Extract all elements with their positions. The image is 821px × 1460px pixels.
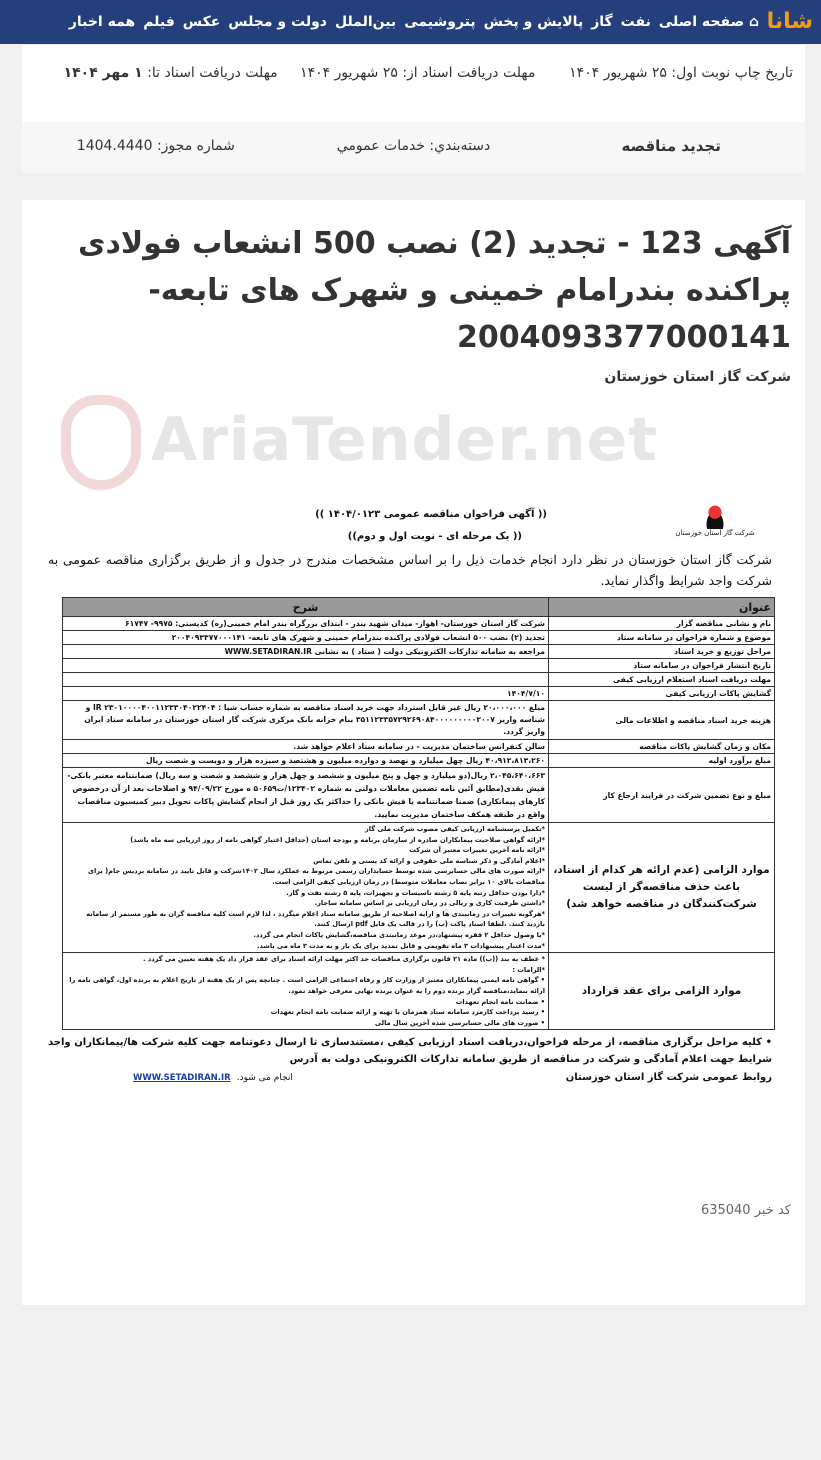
company-name: شرکت گاز استان خوزستان — [604, 369, 791, 385]
notice-intro: شرکت گاز استان خوزستان در نظر دارد انجام خدمات ذیل را بر اساس مشخصات مندرج در جدول و از طریق برگزاری مناقصه عمومی به شرکت واجد شرایط واگذار نماید. — [48, 552, 772, 588]
notice-signature: روابط عمومی شرکت گاز استان خوزستان — [565, 1072, 772, 1084]
table-row — [63, 617, 775, 631]
row-key: تاریخ انتشار فراخوان در سامانه ستاد — [549, 659, 775, 673]
row-value: سالن کنفرانس ساختمان مدیریت - در سامانه ستاد اعلام خواهد شد. — [63, 740, 549, 754]
table-row — [63, 754, 775, 768]
col-desc: شرح — [63, 598, 549, 617]
table-row — [63, 673, 775, 687]
row-key: موضوع و شماره فراخوان در سامانه ستاد — [549, 631, 775, 645]
row-value: ۱۴۰۴/۷/۱۰ — [63, 687, 549, 701]
row-value: شرکت گاز استان خوزستان- اهواز- میدان شهید بندر - ابتدای بزرگراه بندر امام خمینی(ره) کدپستی: ۹۹۷۵- ۶۱۷۴۷ — [63, 617, 549, 631]
nav-item[interactable]: عکس — [182, 14, 221, 30]
print-date: تاریخ چاپ نوبت اول: ۲۵ شهریور ۱۴۰۴ — [569, 65, 793, 81]
table-row — [63, 740, 775, 754]
table-row — [63, 631, 775, 645]
row-value — [63, 673, 549, 687]
main-menu — [69, 0, 759, 44]
nav-home-label: صفحه اصلی — [658, 14, 745, 30]
row-key: مبلغ برآورد اولیه — [549, 754, 775, 768]
tender-type: تجدید مناقصه — [621, 137, 721, 155]
gas-flame-icon — [702, 505, 728, 529]
watermark: AriaTender.net — [151, 405, 659, 475]
notice-note: • کلیه مراحل برگزاری مناقصه، از مرحله فراخوان،دریافت اسناد ارزیابی کیفی ،مستندسازی تا ارسال دعوتنامه جهت کلیه شرکت ها/پیمانکاران واجد شرایط جهت اعلام آمادگی و شرکت در مناقصه از طریق سامانه تدارکات الکترونیکی دولت به آدرس — [48, 1037, 772, 1066]
nav-item[interactable]: همه اخبار — [68, 14, 136, 30]
nav-item[interactable]: پالایش و پخش — [483, 14, 584, 30]
row-value: ۲،۰۴۵،۶۴۰،۶۶۳ ریال(دو میلیارد و چهل و پنج میلیون و ششصد و چهل هزار و ششصد و شصت و سه ریال) ضمانتنامه معتبر بانکی- فیش نقدی(مطابق آئین نامه تضمین معاملات دولتی به شماره ۱۲۳۴۰۲/ت۵۰۶۵۹ ه مورخ ۹۴/۰۹/۲۲ و اصلاحات بعد از آن درخصوص کارهای پیمانکاری) ضمنا ضمانتنامه یا فیش بانکی را حداکثر یک روز قبل از انجام گشایش پاکات تحویل دبیر کمیسیون مناقصات واقع در طبقه همکف ساختمان مدیریت نمایید. — [63, 768, 549, 823]
doc-to-label: مهلت دریافت اسناد تا: — [147, 65, 278, 81]
notice-heading: (( آگهی فراخوان مناقصه عمومی ۱۴۰۴/۰۱۲۳ )) — [315, 509, 547, 520]
row-value: مراجعه به سامانه تدارکات الکترونیکی دولت ( ستاد ) به نشانی WWW.SETADIRAN.IR — [63, 645, 549, 659]
doc-to-value: ۱ مهر ۱۴۰۴ — [63, 65, 143, 81]
row-key: مبلغ و نوع تضمین شرکت در فرایند ارجاع کار — [549, 768, 775, 823]
table-row — [63, 659, 775, 673]
page-title: آگهی 123 - تجدید (2) نصب 500 انشعاب فولادی پراکنده بندرامام خمینی و شهرک های تابعه- 2004093377000141 — [78, 226, 791, 355]
row-key: هزینه خرید اسناد مناقصه و اطلاعات مالی — [549, 701, 775, 740]
watermark-area — [31, 395, 791, 495]
row-key: موارد الزامی برای عقد قرارداد — [549, 953, 775, 1030]
table-row — [63, 953, 775, 1030]
tender-notice-image — [43, 505, 777, 1083]
notice-subheading: (( یک مرحله ای - نوبت اول و دوم)) — [347, 531, 522, 542]
license-number: شماره مجوز: 1404.4440 — [76, 138, 235, 154]
doc-to — [34, 61, 278, 106]
nav-item[interactable]: دولت و مجلس — [228, 14, 327, 30]
nav-item[interactable]: بین‌الملل — [334, 14, 397, 30]
tender-detail-card — [22, 200, 805, 1305]
doc-from: مهلت دریافت اسناد از: ۲۵ شهریور ۱۴۰۴ — [300, 65, 536, 81]
top-nav — [0, 0, 821, 44]
category: دسته‌بندي: خدمات عمومي — [336, 138, 491, 154]
logo-caption: شرکت گاز استان خوزستان — [675, 529, 755, 537]
nav-item[interactable]: گاز — [591, 14, 613, 30]
nigc-logo — [665, 505, 765, 537]
tender-info-card — [22, 45, 805, 173]
row-value: مبلغ ۲۰،۰۰۰،۰۰۰ ریال غیر قابل استرداد جهت خرید اسناد مناقصه به شماره حساب شبا : IR ۲۳۰۱۰۰۰۰۴۰۰۱۱۲۳۳۰۴۰۲۲۴۰۴ و شناسه واریز ۳۵۱۱۲۳۳۵۷۲۹۲۶۹۰۸۴۰۰۰۰۰۰۰۰۰۲۰۰۷ بنام خزانه بانک مرکزی شرکت گاز استان خوزستان در سامانه ستاد ایران واریز گردد. — [63, 701, 549, 740]
nav-home[interactable]: ⌂ صفحه اصلی — [658, 14, 759, 30]
table-row — [63, 687, 775, 701]
row-value — [63, 659, 549, 673]
table-row — [63, 701, 775, 740]
nav-item[interactable]: فیلم — [143, 14, 175, 30]
table-row — [63, 823, 775, 953]
row-key: گشایش پاکات ارزیابی کیفی — [549, 687, 775, 701]
site-logo[interactable]: شانا — [766, 9, 813, 34]
row-value: ۴۰،۹۱۲،۸۱۳،۲۶۰ ریال چهل میلیارد و نهصد و دوازده میلیون و هشتصد و سیزده هزار و دویست و شصت ریال — [63, 754, 549, 768]
row-key: مکان و زمان گشایش پاکات مناقصه — [549, 740, 775, 754]
watermark-logo-icon — [61, 395, 141, 490]
table-row — [63, 645, 775, 659]
row-value: تجدید (۲) نصب ۵۰۰ انشعاب فولادی پراکنده بندرامام خمینی و شهرک های تابعه- ۲۰۰۴۰۹۳۳۷۷۰۰۰۱۴۱ — [63, 631, 549, 645]
row-value: * عطف به بند ((ب)) ماده ۲۱ قانون برگزاری مناقصات حد اکثر مهلت ارائه اسناد برای عقد قرار داد یک هفته تعیین می گردد . *الزامات : • گواهی نامه ایمنی پیمانکاران معتبر از وزارت کار و رفاه اجتماعی الزامی است . چنانچه پس از یک هفته از تاریخ اعلام به برنده اول، گواهی نامه را ارائه ننماید،مناقصه گزار برنده دوم را به عنوان برنده نهایی معرفی خواهد نمود. • ضمانت نامه انجام تعهدات • رسید پرداخت کارمزد سامانه ستاد همزمان با تهیه و ارائه ضمانت نامه انجام تعهدات • صورت های مالی حسابرسی شده آخرین سال مالی — [63, 953, 549, 1030]
table-row — [63, 768, 775, 823]
notice-done-text: انجام می شود. — [236, 1072, 293, 1083]
row-key: نام و نشانی مناقصه گزار — [549, 617, 775, 631]
news-code: کد خبر 635040 — [700, 1203, 791, 1219]
row-key: مهلت دریافت اسناد استعلام ارزیابی کیفی — [549, 673, 775, 687]
setadiran-link[interactable]: WWW.SETADIRAN.IR — [133, 1072, 231, 1083]
notice-table — [62, 597, 775, 1030]
row-key: موارد الزامی (عدم ارائه هر کدام از اسناد، باعث حذف مناقصه‌گر از لیست شرکت‌کنندگان در مناقصه خواهد شد) — [549, 823, 775, 953]
nav-item[interactable]: پتروشیمی — [404, 14, 476, 30]
row-key: مراحل توزیع و خرید اسناد — [549, 645, 775, 659]
nav-item[interactable]: نفت — [620, 14, 651, 30]
col-title: عنوان — [549, 598, 775, 617]
row-value: *تکمیل پرسشنامه ارزیابی کیفی مصوب شرکت ملی گاز *ارائه گواهی صلاحیت پیمانکاران صادره از سازمان برنامه و بودجه استان (حداقل اعتبار گواهی نامه از روز ارزیابی سه ماه باشد) *ارائه نامه آخرین تغییرات معتبر آن شرکت *اعلام آمادگی و ذکر شناسه ملی حقوقی و ارائه کد پستی و تلفن تماس *ارائه صورت های مالی حسابرسی شده توسط حسابداران رسمی مربوط به عملکرد سال ۱۴۰۲شرکت و قابل تایید در سامانه بردیس جام( برای مناقصات بالای ۱۰ برابر نصاب معاملات متوسط) در زمان ارزیابی کیفی الزامی است. *دارا بودن حداقل رتبه پایه ۵ رشته تاسیسات و تجهیزات، پایه ۵ رشته نفت و گاز. *داشتن ظرفیت کاری و ریالی در زمان ارزیابی بر اساس سامانه ساجار. *هرگونه تغییرات در زمانبندی ها و ارایه اصلاحیه از طریق سامانه ستاد اعلام میگردد ، لذا لازم است کلیه مناقصه گران به طور مستمر از سامانه بازدید کنند. ،لطفا اسناد پاکت (ب) را در قالب یک فایل pdf ارسال کنند. *با وصول حداقل ۲ فقره پیشنهاد،در موعد زمانبندی مناقصه،گشایش پاکات انجام می گردد. *مدت اعتبار پیشنهادات ۳ ماه تقویمی و قابل تمدید برای یک بار و به مدت ۳ ماه می باشد. — [63, 823, 549, 953]
